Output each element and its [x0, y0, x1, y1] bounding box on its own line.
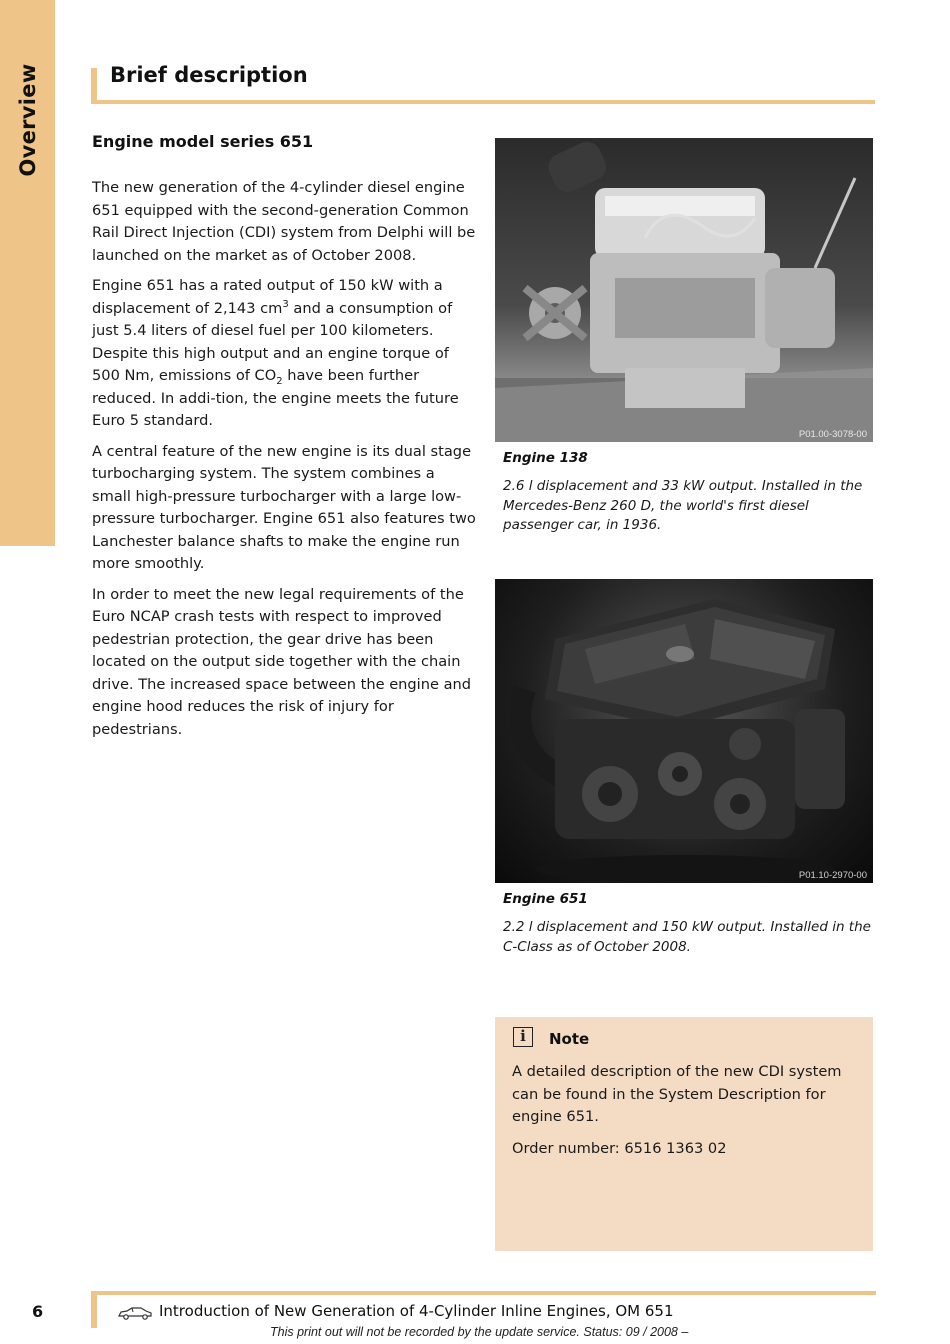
engine-651-caption	[503, 891, 873, 957]
paragraph-2	[92, 275, 477, 433]
superscript-3: 3	[282, 298, 289, 310]
section-subtitle: Engine model series 651	[92, 132, 314, 151]
footer-status: This print out will not be recorded by the update service. Status: 09 / 2008 –	[270, 1325, 689, 1339]
caption-text: 2.6 l displacement and 33 kW output. Installed in the Mercedes-Benz 260 D, the world's first diesel passenger car, in 1936.	[503, 478, 863, 533]
engine-138-caption	[503, 450, 873, 536]
note-title: Note	[549, 1030, 590, 1048]
paragraph-2-part-b: and a consumption of just 5.4 liters of diesel fuel per 100 kilometers. Despite this high output and an engine torque of 500 Nm, emissions of CO	[92, 299, 453, 384]
figure-code: P01.00-3078-00	[798, 429, 867, 440]
paragraph-3: A central feature of the new engine is its dual stage turbocharging system. The system combines a small high-pressure turbocharger with a large low-pressure turbocharger. Engine 651 also features two Lanchester balance shafts to make the engine run more smoothly.	[92, 442, 476, 572]
engine-138-photo	[495, 138, 873, 442]
caption-title: Engine 651	[503, 891, 588, 907]
paragraph-4: In order to meet the new legal requirements of the Euro NCAP crash tests with respect to improved pedestrian protection, the gear drive has been located on the output side together with the chain drive. The increased space between the engine and engine hood reduces the risk of injury for pedestrians.	[92, 585, 472, 738]
note-paragraph-1: A detailed description of the new CDI system can be found in the System Description for engine 651.	[512, 1063, 842, 1125]
engine-138-illustration	[495, 138, 873, 442]
paragraph-2-part-a: Engine 651 has a rated output of 150 kW with a displacement of 2,143 cm	[92, 277, 443, 317]
engine-651-illustration	[495, 579, 873, 883]
footer-bar	[91, 1291, 876, 1328]
side-tab-label: Overview	[16, 63, 40, 177]
page-title: Brief description	[110, 63, 308, 87]
car-icon	[117, 1306, 153, 1320]
paragraph-2-part-c: have been further reduced. In addi-tion, the engine meets the future Euro 5 standard.	[92, 367, 459, 429]
info-icon: i	[513, 1027, 533, 1047]
note-paragraph-2: Order number: 6516 1363 02	[512, 1139, 727, 1157]
engine-651-photo	[495, 579, 873, 883]
side-tab	[0, 0, 55, 546]
page-number: 6	[32, 1302, 44, 1321]
figure-code: P01.10-2970-00	[798, 870, 867, 881]
footer-title: Introduction of New Generation of 4-Cylinder Inline Engines, OM 651	[159, 1302, 674, 1320]
subscript-2: 2	[276, 375, 283, 387]
note-text	[512, 1061, 867, 1169]
paragraph-1: The new generation of the 4-cylinder diesel engine 651 equipped with the second-generation Common Rail Direct Injection (CDI) system from Delphi will be launched on the market as of October 2008.	[92, 179, 476, 264]
body-text	[92, 177, 477, 749]
title-bar	[91, 63, 875, 104]
caption-title: Engine 138	[503, 450, 588, 466]
caption-text: 2.2 l displacement and 150 kW output. Installed in the C-Class as of October 2008.	[503, 919, 871, 955]
note-box	[495, 1017, 873, 1251]
